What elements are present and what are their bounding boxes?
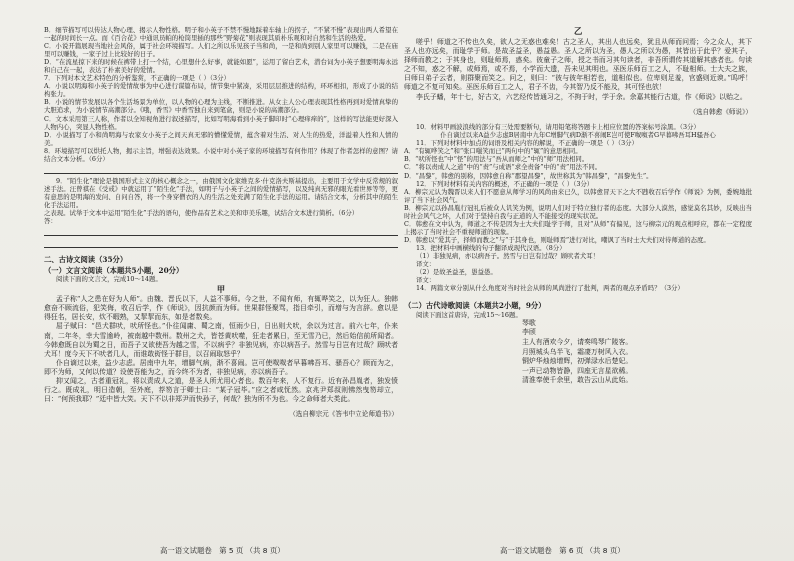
poem-line: 一声已动物皆静，四座无言星欲稀。 (522, 366, 633, 375)
passage-paragraph: 李氏子蟠，年十七，好古文，六艺经传皆通习之，不拘于时，学于余。余嘉其能行古道，作《师说》以贻之。 (416, 92, 747, 101)
answer-label: 译文： (416, 276, 436, 285)
right-page-footer: 高一语文试题卷 第 6 页 （共 8 页） (500, 546, 625, 555)
answer-line (44, 165, 398, 174)
poem-title: 琴歌 (522, 318, 536, 327)
question-10: 10．材料甲画波浪线的部分有三处需要断句，请用铅笔将答题卡上相应位置的答案标号涂黑。（3分） (416, 123, 700, 132)
question-text: 8．环境描写可以烘托人物，揭示主旨，增强表达效果。小说中对小英子家的环境描写有何作用？体现了作者怎样的意图？请结合文本分析。（6分） (44, 146, 398, 163)
section-2a-heading: （一）文言文阅读（本题共5小题，20分） (44, 265, 184, 275)
passage-yi-source: （选自韩愈《师说》） (689, 107, 752, 116)
question-9: 9．“陌生化”理论是俄国形式主义的核心概念之一，由俄国文化家维克多·什克洛夫斯基提出，主要用于文学中反常规的叙述手法。汪曾祺在《受戒》中就运用了“陌生化”手法，如明子与小英子之间的爱情描写，以及纯真无邪的眼光看世界等等，更有意思的是明海的发问、自问自答，将一个身穿僧衣的人的生活之处充满了陌生化手法的运用。请结合文本，分析其中的陌生化手法运用。 (44, 176, 398, 209)
passage-jia-source: （选自柳宗元《答韦中立论师道书》） (289, 410, 398, 419)
question-12-options (404, 188, 752, 244)
question-text: D．“在流星掠下来的时候在裤带上打一个结，心里想什么好事，就能如愿”，运用了留白艺术，潜台词为小英子想要明海永远和自己在一起，表达了朴素美好的爱情。 (44, 58, 398, 75)
poem-body (404, 338, 752, 386)
question-13-1: （1）非独见病，亦以病吾子。然雪与日岂有过哉？顾吠者犬耳！ (416, 252, 600, 260)
passage-paragraph: 屈子赋曰：“邑犬群吠，吠所怪也。”仆往闻庸、蜀之南，恒雨少日，日出则犬吠，余以为过言。前六七年，仆来南，二年冬，幸大雪逾岭，被南越中数州。数州之犬，皆苍黄吠噬，狂走者累日，至无雪乃已，然后始信前所闻者。今韩愈既自以为蜀之日，而吾子又欲使吾为越之雪，不以病乎？非独见病，亦以病吾子。然雪与日岂有过哉？顾吠者犬耳！度今天下不吠者几人，而谁敢衒怪于群目，以召闹取怒乎？ (44, 322, 398, 358)
question-12: 12．下列对材料有关内容的概述，不正确的一项是（ ）（3分） (416, 179, 594, 188)
question-text: 7．下列对本文艺术特色的分析鉴赏，不正确的一项是（ ）（3分） (44, 74, 230, 83)
question-text: A．小说以明海和小英子的爱情故事为中心进行谋篇布局，情节集中紧凑，采用层层推进的结构，环环相扣，形成了小说的结构张力。 (44, 82, 398, 99)
question-11-options (404, 147, 752, 179)
question-text: B．细节描写可以传达人物心理、揭示人物性格。明子和小英子不禁不慢地踩着车轴上的拐子，“不紧不慢”表现出两人希望在一起的时间长一点。而《百合花》中通讯员帕的枪筒里插的那些“野菊花”则表现其质朴乐观和对自然和生活的热爱。 (44, 26, 398, 43)
poem-instruction: 阅读下面这首唐诗，完成15～16题。 (416, 310, 522, 319)
section-2-heading: 二、古诗文阅读（35分） (44, 255, 128, 265)
passage-jia (44, 295, 398, 404)
answer-label: 译文： (416, 260, 436, 269)
left-top-questions (44, 26, 398, 163)
option-item: C．韩愈在文中认为，师道之不传是因为士大夫们耻学于师，且对“从师”有偏见，这与柳宗元的观点相呼应，都在一定程度上揭示了当时社会不重视师道的现象。 (404, 219, 752, 236)
passage-paragraph: 孟子称“人之患在好为人师”。由魏、晋氏以下，人益不事师。今之世，不闻有师，有辄哗笑之，以为狂人。独韩愈奋不顾流俗，犯笑侮，收召后学，作《师说》，因抗颜而为师。世果群怪聚骂，指目牵引，而增与为言辞。愈以是得狂名，居长安，炊不暇熟，又挈挈而东，如是者数矣。 (44, 295, 398, 322)
question-14: 14．两篇文章分别从什么角度对当时社会从师的风尚进行了批判，两者的观点矛盾吗？（3分） (416, 284, 684, 293)
question-text: B．小说的情节发展以各个生活场景为单位，以人物的心理为主线，不断推进。从女主人公心理表现其性格再到对爱情真挚的大胆追求，为小说情节高潮部分。《哦，香雪》中香雪独自来到笔盒，则是小说的高潮部分。 (44, 98, 398, 115)
poem-line: 月照城头乌半飞，霜凄万树风入衣。 (522, 347, 633, 356)
answer-line (44, 239, 398, 248)
left-page-column (44, 26, 398, 541)
option-item: A．柳宗元认为魏晋以来人们不愿意从师学习的风尚由来已久，以韩愈冒天下之大不韪收召后学作《师说》为例，委婉地批评了当下社会风气。 (404, 187, 752, 204)
passage-yi-label: 乙 (573, 26, 583, 36)
section-2b-heading: （二）古代诗歌阅读（本题共2小题，9分） (404, 301, 546, 311)
answer-line (44, 227, 398, 236)
poem-line: 铜炉华烛烛增辉，初弹渌水后楚妃。 (522, 357, 633, 366)
question-text: C．文本采用第三人称，作者以全知视角进行叙述描写，比如写明海看到小英子脚印时“心理痒痒的”，这样的写法能更好深入人物内心，突显人物性格。 (44, 114, 398, 131)
poem-line: 主人有酒欢今夕，请奏鸣琴广陵客。 (522, 337, 633, 346)
question-13: 13．把材料中画横线的句子翻译成现代汉语。（8分） (416, 243, 566, 252)
question-text: D．小说描写了小和尚明海与农家女小英子之间天真无邪的懵懂爱情，蕴含着对生活、对人生的热爱，洋溢着人性和人情的美。 (44, 130, 398, 147)
left-page-footer: 高一语文试题卷 第 5 页 （共 8 页） (160, 546, 285, 555)
passage-instruction: 阅读下面的文言文，完成10～14题。 (56, 275, 162, 284)
question-11: 11．下列对材料中加点的词语及相关内容的解说，不正确的一项是（ ）（3分） (416, 139, 638, 148)
option-item: B．“吠所怪也”中“怪”的用法与“吾从而师之”中的“师”用法相同。 (404, 155, 589, 164)
passage-jia-label: 甲 (216, 284, 226, 295)
passage-yi (404, 38, 752, 102)
poem-author: 李颀 (522, 328, 536, 337)
passage-paragraph: 抑又闻之，古者重冠礼，将以责成人之道，是圣人所尤用心者也。数百年来，人不复行。近有孙昌胤者，独发愤行之。既成礼，明日造朝，至外庭，荐笏言于卿士曰：“某子冠毕。”应之者咸怃然。京兆尹郑叔则怫然曳笏却立，曰：“何预我耶？”廷中皆大笑。天下不以非郑尹而快孙子，何哉？独为所不为也。今之命师者大类此。 (44, 376, 398, 404)
question-text: C．小说开篇展现当地社会风俗，属于社会环境描写。人们之所以乐见孩子当和尚，一是和尚到别人家里可以赚钱，二是在庙里可以赚钱，一家子过上比较好的日子。 (44, 42, 398, 59)
passage-paragraph: 嗟乎！师道之不传也久矣，欲人之无惑也难矣！古之圣人，其出人也远矣，犹且从师而问焉；今之众人，其下圣人也亦远矣，而耻学于师。是故圣益圣，愚益愚。圣人之所以为圣，愚人之所以为愚，其皆出于此乎？爱其子，择师而教之；于其身也，则耻师焉，惑矣。彼童子之师，授之书而习其句读者，非吾所谓传其道解其惑者也。句读之不知，惑之不解，或师焉，或不焉，小学而大遗，吾未见其明也。巫医乐师百工之人，不耻相师。士大夫之族，曰师曰弟子云者，则群聚而笑之。问之，则曰：“彼与彼年相若也，道相似也。位卑则足羞，官盛则近谀。”呜呼！师道之不复可知矣。巫医乐师百工之人，君子不齿，今其智乃反不能及，其可怪也欤！ (404, 38, 752, 92)
option-item: D．韩愈以“爱其子，择师而教之”与“于其身也，则耻师焉”进行对比，嘲讽了当时士大夫们对待师道的态度。 (404, 235, 710, 244)
option-item: D．“昌黎”，韩愈的别称，因韩愈自称“郡望昌黎”，故世称其为“韩昌黎”，“昌黎先生”。 (404, 171, 653, 180)
question-10-sentence: 仆自谪过以来A益少志虑B居南中九年C增脚气病D渐不喜闹E岂可使F呶呶者G早暮咈吾耳H骚吾心 (440, 131, 716, 140)
answer-label: 答： (44, 217, 57, 226)
poem-line: 清淮奉使千余里，敢告云山从此始。 (522, 376, 633, 385)
question-9-continued: 之表现。试举于文本中运用“陌生化”手法的语句，使作品有艺术之美和审美乐趣，试结合文本进行简析。（6分） (44, 208, 359, 217)
option-item: B．柳宗元以孙昌胤行冠礼后被众人讥笑为例，说明人们对于特立独行者的态度。大部分人漠然，感觉莫名其妙，反映出当时社会风气之坏，人们对于坚持自我与正道的人不能接受的现实状况。 (404, 203, 752, 220)
question-13-2: （2）是故圣益圣，愚益愚。 (416, 268, 497, 277)
right-page-column (404, 26, 752, 541)
passage-paragraph: 仆自谪过以来，益少志虑。居南中九年，增脚气病，渐不喜闹。岂可使呶呶者早暮咈吾耳、骚吾心？顾而为之，即不为师，又何以传道？设使吾能为之，而今终不为者，非独见病，亦以病吾子。 (44, 358, 398, 376)
option-item: C．“将以责成人之道”中的“责”与成语“求全责备”中的“责”用法不同。 (404, 163, 602, 172)
option-item: A．“有辄哗笑之”和“张口嗤笑而已”两句中的“辄”的意思相同。 (404, 147, 582, 156)
